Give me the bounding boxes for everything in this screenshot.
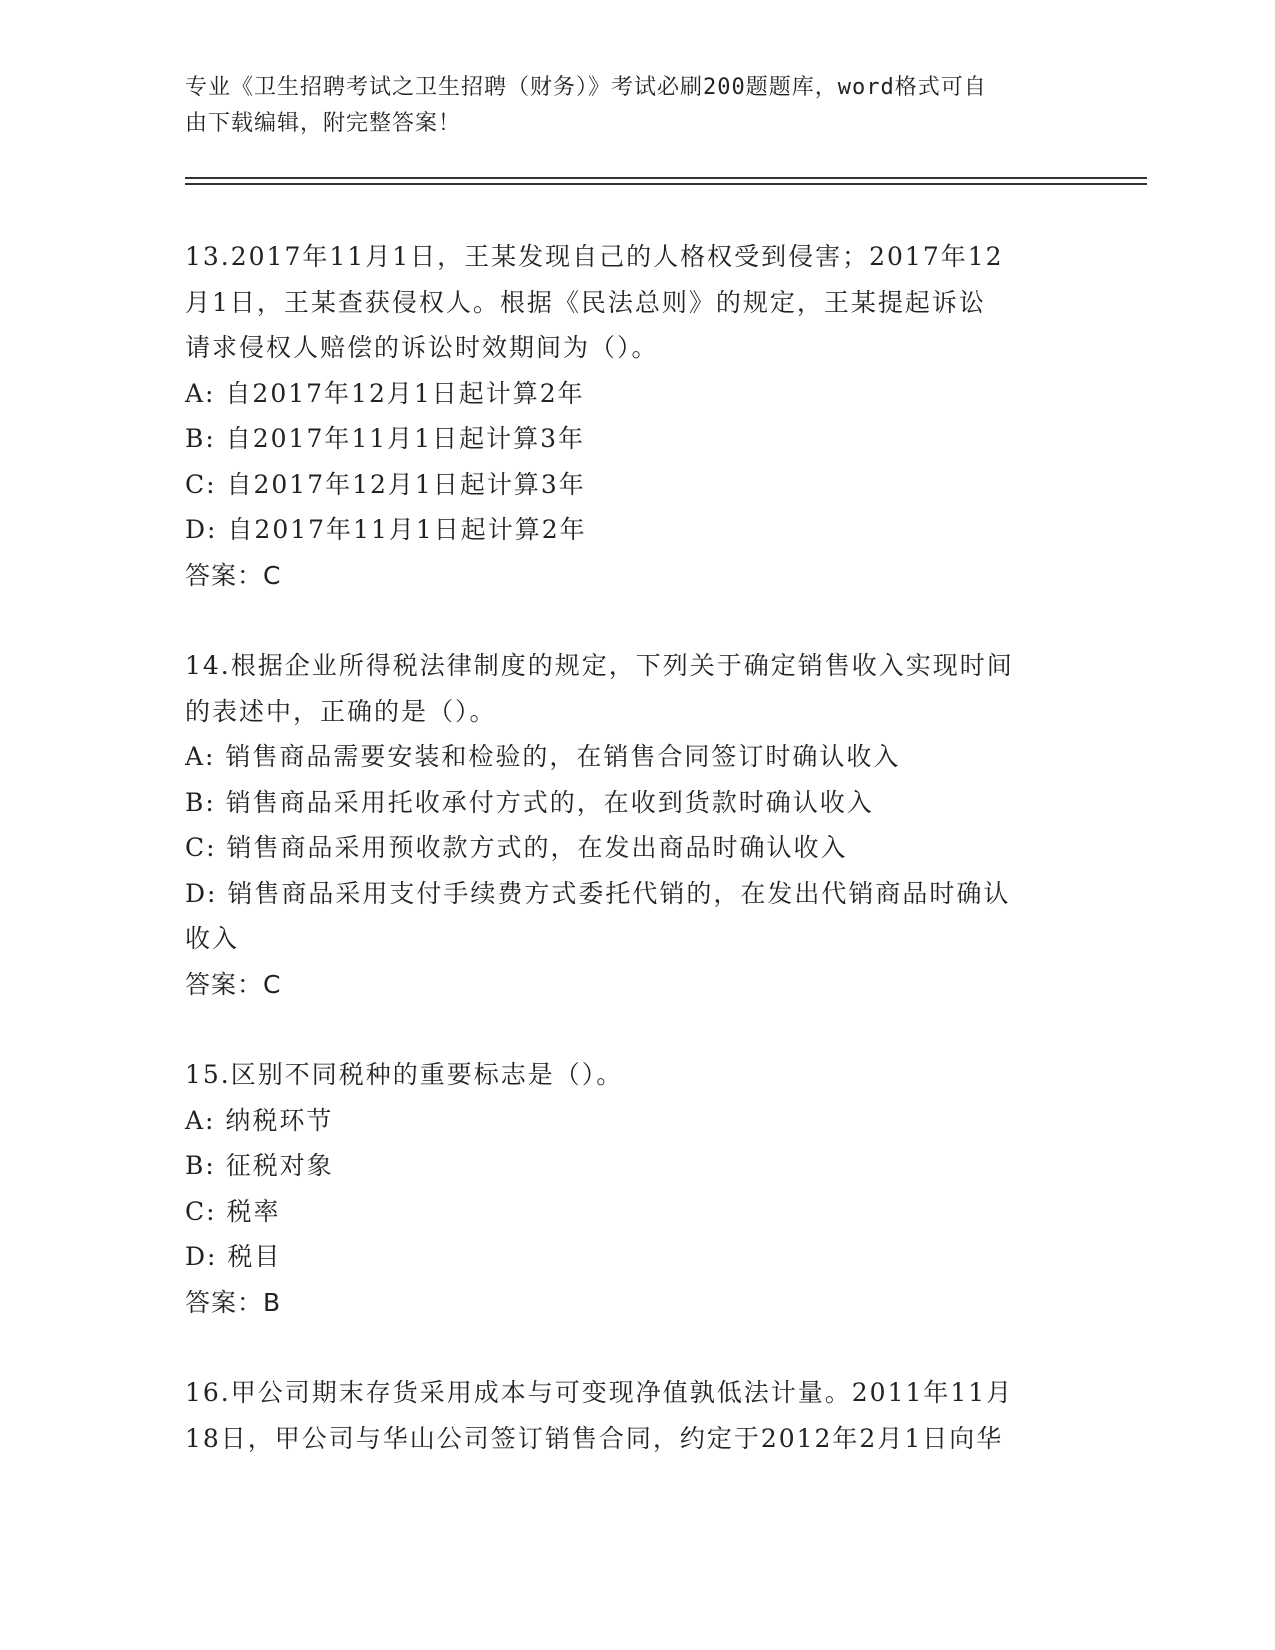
question-stem: 15.区别不同税种的重要标志是（）。 xyxy=(185,1060,624,1089)
option-b: B: 自2017年11月1日起计算3年 xyxy=(185,424,585,453)
question-stem: 18日，甲公司与华山公司签订销售合同，约定于2012年2月1日向华 xyxy=(185,1423,1004,1453)
question-13 xyxy=(185,234,1085,598)
option-a: A: 纳税环节 xyxy=(185,1105,334,1135)
option-c: C: 销售商品采用预收款方式的，在发出商品时确认收入 xyxy=(185,833,848,862)
answer-line: 答案：B xyxy=(185,1287,282,1317)
option-b: B: 征税对象 xyxy=(185,1151,334,1180)
question-stem: 16.甲公司期末存货采用成本与可变现净值孰低法计量。2011年11月 xyxy=(185,1378,1014,1407)
option-d-continued: 收入 xyxy=(185,924,240,953)
document-header xyxy=(185,70,1065,142)
question-stem: 月1日，王某查获侵权人。根据《民法总则》的规定，王某提起诉讼 xyxy=(185,287,986,317)
header-divider-top xyxy=(185,177,1147,179)
question-stem: 的表述中，正确的是（）。 xyxy=(185,696,497,726)
question-stem: 13.2017年11月1日，王某发现自己的人格权受到侵害；2017年12 xyxy=(185,242,1004,271)
option-b: B: 销售商品采用托收承付方式的，在收到货款时确认收入 xyxy=(185,787,874,817)
question-14 xyxy=(185,643,1085,1007)
question-15 xyxy=(185,1052,1085,1325)
header-line-1: 专业《卫生招聘考试之卫生招聘（财务）》考试必刷200题题库，word格式可自 xyxy=(185,75,987,100)
question-spacer xyxy=(185,1325,1085,1370)
option-d: D: 税目 xyxy=(185,1242,282,1271)
header-divider-bottom xyxy=(185,183,1147,185)
option-d: D: 销售商品采用支付手续费方式委托代销的，在发出代销商品时确认 xyxy=(185,878,1011,908)
option-a: A: 自2017年12月1日起计算2年 xyxy=(185,378,585,408)
option-d: D: 自2017年11月1日起计算2年 xyxy=(185,515,587,544)
answer-line: 答案：C xyxy=(185,969,282,999)
option-c: C: 自2017年12月1日起计算3年 xyxy=(185,469,586,499)
question-list xyxy=(185,234,1085,1461)
option-c: C: 税率 xyxy=(185,1196,281,1226)
question-16 xyxy=(185,1370,1085,1461)
option-a: A: 销售商品需要安装和检验的，在销售合同签订时确认收入 xyxy=(185,742,901,771)
question-stem: 请求侵权人赔偿的诉讼时效期间为（）。 xyxy=(185,333,659,362)
header-line-2: 由下载编辑，附完整答案！ xyxy=(185,111,462,136)
question-spacer xyxy=(185,1007,1085,1052)
question-spacer xyxy=(185,598,1085,643)
question-stem: 14.根据企业所得税法律制度的规定，下列关于确定销售收入实现时间 xyxy=(185,651,1014,680)
answer-line: 答案：C xyxy=(185,560,282,590)
